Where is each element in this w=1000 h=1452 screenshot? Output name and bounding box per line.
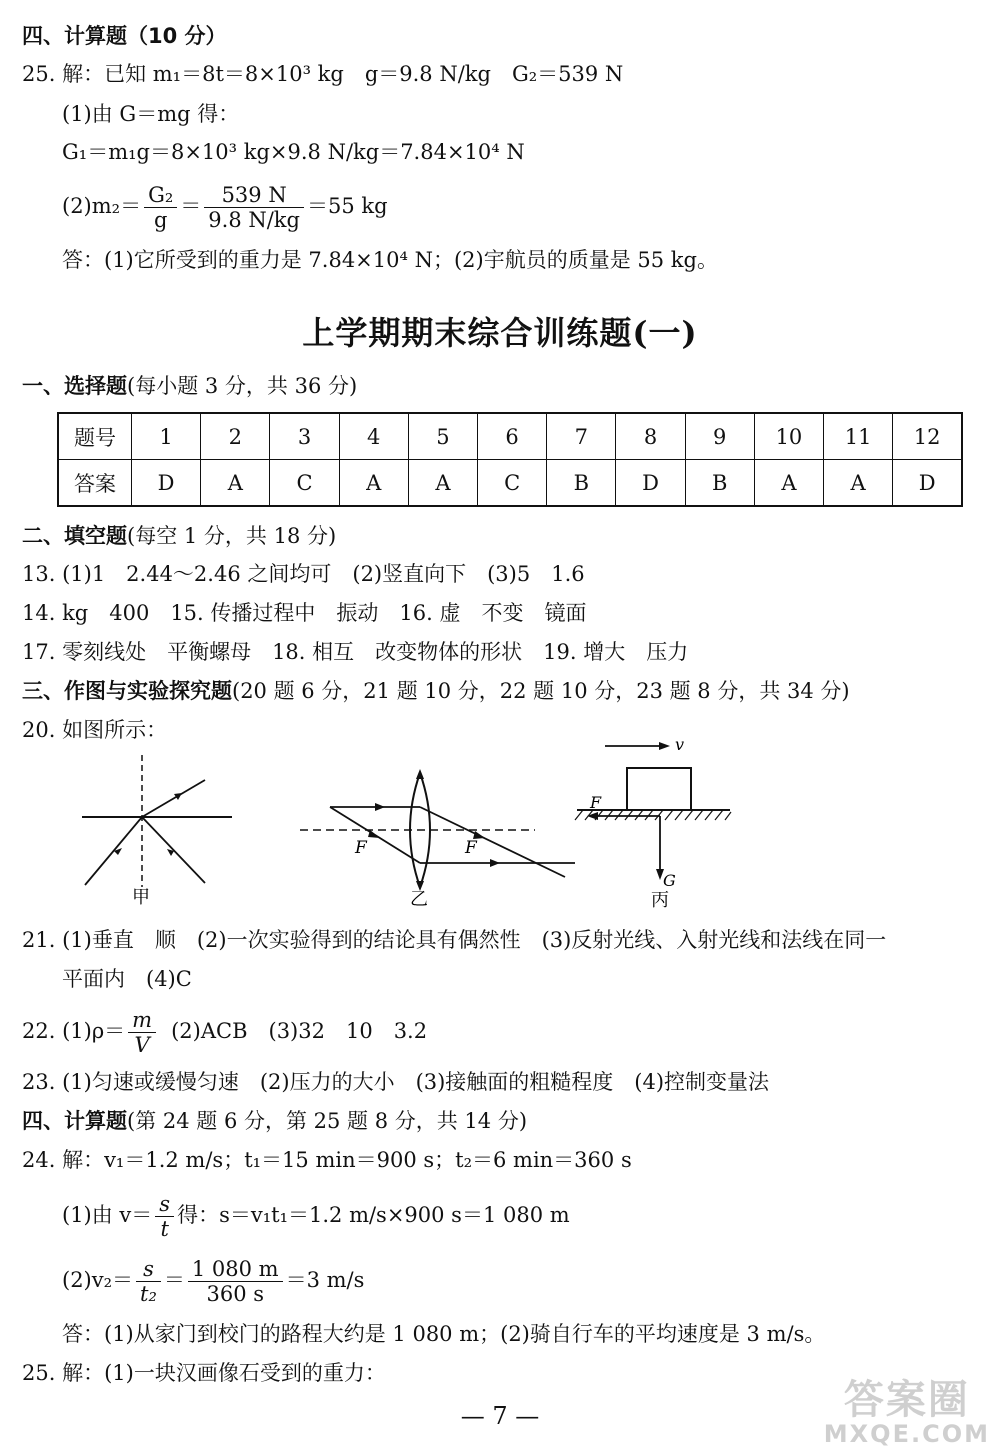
table-cell-number: 12 (893, 413, 962, 460)
label-bing: 丙 (651, 890, 669, 911)
table-cell-number: 1 (132, 413, 201, 460)
friction-label: F (590, 793, 602, 812)
arrow-head (587, 812, 598, 820)
section2-line3: 17. 零刻线处 平衡螺母 18. 相互 改变物体的形状 19. 增大 压力 (22, 640, 689, 664)
q24-step2-prefix: (2)v₂＝ (62, 1268, 134, 1292)
table-row-answers (58, 460, 962, 507)
table-cell-number: 3 (270, 413, 339, 460)
page-title: 上学期期末综合训练题(一) (302, 314, 698, 352)
q25-frac1-denominator: g (144, 207, 177, 232)
q20-text: 20. 如图所示： (22, 718, 168, 742)
q24-step1-rest: 得：s＝v₁t₁＝1.2 m/s×900 s＝1 080 m (177, 1203, 570, 1227)
q24-step2-numerator1: s (143, 1257, 154, 1281)
section-heading-calc-top: 四、计算题（10 分） (22, 24, 227, 48)
table-cell-answer: D (132, 460, 201, 507)
watermark-logo: 答案圈 (843, 1377, 970, 1423)
q25-fraction-values (204, 183, 304, 232)
section1-heading-text: 一、选择题 (22, 374, 127, 398)
section3-heading-text: 三、作图与实验探究题 (22, 679, 232, 703)
section2-note: (每空 1 分，共 18 分) (127, 524, 337, 548)
section2-line1: 13. (1)1 2.44～2.46 之间均可 (2)竖直向下 (3)5 1.6 (22, 562, 585, 586)
arrow-head (659, 742, 670, 750)
incident-ray-left (85, 817, 142, 885)
q22-numerator: m (132, 1008, 153, 1032)
arrow-head (375, 803, 385, 811)
q24-given: 24. 解：v₁＝1.2 m/s；t₁＝15 min＝900 s；t₂＝6 min＝360 s (22, 1148, 632, 1172)
watermark-url: MXQE.COM (823, 1420, 990, 1448)
focus-label-right: F (465, 838, 477, 858)
section2-line2: 14. kg 400 15. 传播过程中 振动 16. 虚 不变 镜面 (22, 601, 587, 625)
q22-density-fraction (128, 1008, 156, 1057)
section3-heading (22, 677, 850, 705)
q24-step2 (62, 1252, 364, 1308)
label-jia: 甲 (132, 887, 150, 908)
table-cell-answer: A (824, 460, 893, 507)
q22-rest: (2)ACB (3)32 10 3.2 (171, 1019, 428, 1043)
section3-note: (20 题 6 分，21 题 10 分，22 题 10 分，23 题 8 分，共 34 分) (232, 679, 850, 703)
page-number: — 7 — (460, 1402, 540, 1430)
table-header-answer: 答案 (58, 460, 132, 507)
q21-line1: 21. (1)垂直 顺 (2)一次实验得到的结论具有偶然性 (3)反射光线、入射光线和法线在同一 (22, 928, 887, 952)
table-cell-answer: A (201, 460, 270, 507)
section1-heading (22, 372, 357, 400)
block (627, 768, 691, 810)
table-cell-answer: A (339, 460, 408, 507)
q24-step1-prefix: (1)由 v＝ (62, 1203, 153, 1227)
section2-heading-text: 二、填空题 (22, 524, 127, 548)
q25-fraction-g2-over-g (144, 183, 177, 232)
q24-step1 (62, 1187, 570, 1243)
q25-frac1-numerator: G₂ (148, 183, 174, 207)
q25-given-text: 已知 m₁＝8t＝8×10³ kg g＝9.8 N/kg G₂＝539 N (104, 62, 624, 86)
ray-refracted-out (420, 807, 565, 877)
q25-step2-prefix: (2)m₂＝ (62, 194, 142, 218)
figure-yi-lens (295, 755, 585, 915)
table-cell-number: 11 (824, 413, 893, 460)
q22-denominator: V (128, 1032, 156, 1057)
table-cell-answer: C (478, 460, 547, 507)
table-cell-number: 4 (339, 413, 408, 460)
section1-note: (每小题 3 分，共 36 分) (127, 374, 358, 398)
arrow-head (490, 859, 500, 867)
q24-step2-equals: ＝ (163, 1268, 185, 1292)
q24-answer: 答：(1)从家门到校门的路程大约是 1 080 m；(2)骑自行车的平均速度是 3 m/s。 (62, 1322, 826, 1346)
q24-step1-numerator: s (159, 1192, 171, 1216)
table-cell-answer: B (685, 460, 754, 507)
gravity-label: G (663, 871, 676, 890)
table-cell-number: 6 (478, 413, 547, 460)
table-cell-answer: D (893, 460, 962, 507)
reflected-ray-right (142, 817, 205, 883)
q25-answer: 答：(1)它所受到的重力是 7.84×10⁴ N；(2)宇航员的质量是 55 kg。 (62, 248, 718, 272)
q25-given (22, 60, 623, 88)
table-cell-answer: B (547, 460, 616, 507)
q22 (22, 1003, 427, 1059)
q25-equals: ＝ (180, 194, 202, 218)
q25-step1-calc: G₁＝m₁g＝8×10³ kg×9.8 N/kg＝7.84×10⁴ N (62, 140, 525, 164)
table-cell-answer: D (616, 460, 685, 507)
table-cell-number: 9 (685, 413, 754, 460)
table-cell-number: 2 (201, 413, 270, 460)
table-cell-number: 5 (408, 413, 477, 460)
q25-frac2-denominator: 9.8 N/kg (204, 207, 304, 232)
q23: 23. (1)匀速或缓慢匀速 (2)压力的大小 (3)接触面的粗糙程度 (4)控制变量法 (22, 1070, 770, 1094)
section4-heading-text: 四、计算题 (22, 1109, 127, 1133)
section4-note: (第 24 题 6 分，第 25 题 8 分，共 14 分) (127, 1109, 528, 1133)
table-row-numbers (58, 413, 962, 460)
table-cell-number: 7 (547, 413, 616, 460)
watermark (824, 1378, 990, 1446)
q25-step2-result: ＝55 kg (306, 194, 388, 218)
q24-step2-numerator2: 1 080 m (191, 1257, 279, 1281)
velocity-label: v (675, 735, 685, 754)
table-cell-answer: C (270, 460, 339, 507)
q24-step2-denominator1: t₂ (136, 1281, 161, 1306)
q24-step2-fraction1 (136, 1257, 161, 1306)
q25-step2 (62, 178, 388, 234)
figure-bing-block (575, 735, 735, 913)
q24-step2-denominator2: 360 s (188, 1281, 283, 1306)
q24-step1-fraction (155, 1192, 174, 1241)
q24-step1-denominator: t (155, 1216, 174, 1241)
arrow-head (368, 830, 380, 838)
q24-step2-rest: ＝3 m/s (285, 1268, 365, 1292)
table-cell-answer: A (408, 460, 477, 507)
ray-upper-right (142, 780, 205, 817)
q21-line2: 平面内 (4)C (62, 967, 192, 991)
table-header-number: 题号 (58, 413, 132, 460)
q25-bottom: 25. 解：(1)一块汉画像石受到的重力： (22, 1361, 386, 1385)
focus-label-left: F (355, 838, 367, 858)
q25-frac2-numerator: 539 N (221, 183, 287, 207)
figure-jia-reflection (70, 755, 250, 915)
arrow-head (416, 769, 424, 779)
section4-heading (22, 1107, 527, 1135)
q24-step2-fraction2 (188, 1257, 283, 1306)
table-cell-number: 8 (616, 413, 685, 460)
section2-heading (22, 522, 336, 550)
q22-prefix: 22. (1)ρ＝ (22, 1019, 126, 1043)
table-cell-number: 10 (754, 413, 823, 460)
table-cell-answer: A (754, 460, 823, 507)
q25-step1: (1)由 G＝mg 得： (62, 102, 240, 126)
label-yi: 乙 (410, 889, 428, 910)
answer-table (57, 412, 963, 507)
q25-label: 25. 解： (22, 62, 105, 86)
